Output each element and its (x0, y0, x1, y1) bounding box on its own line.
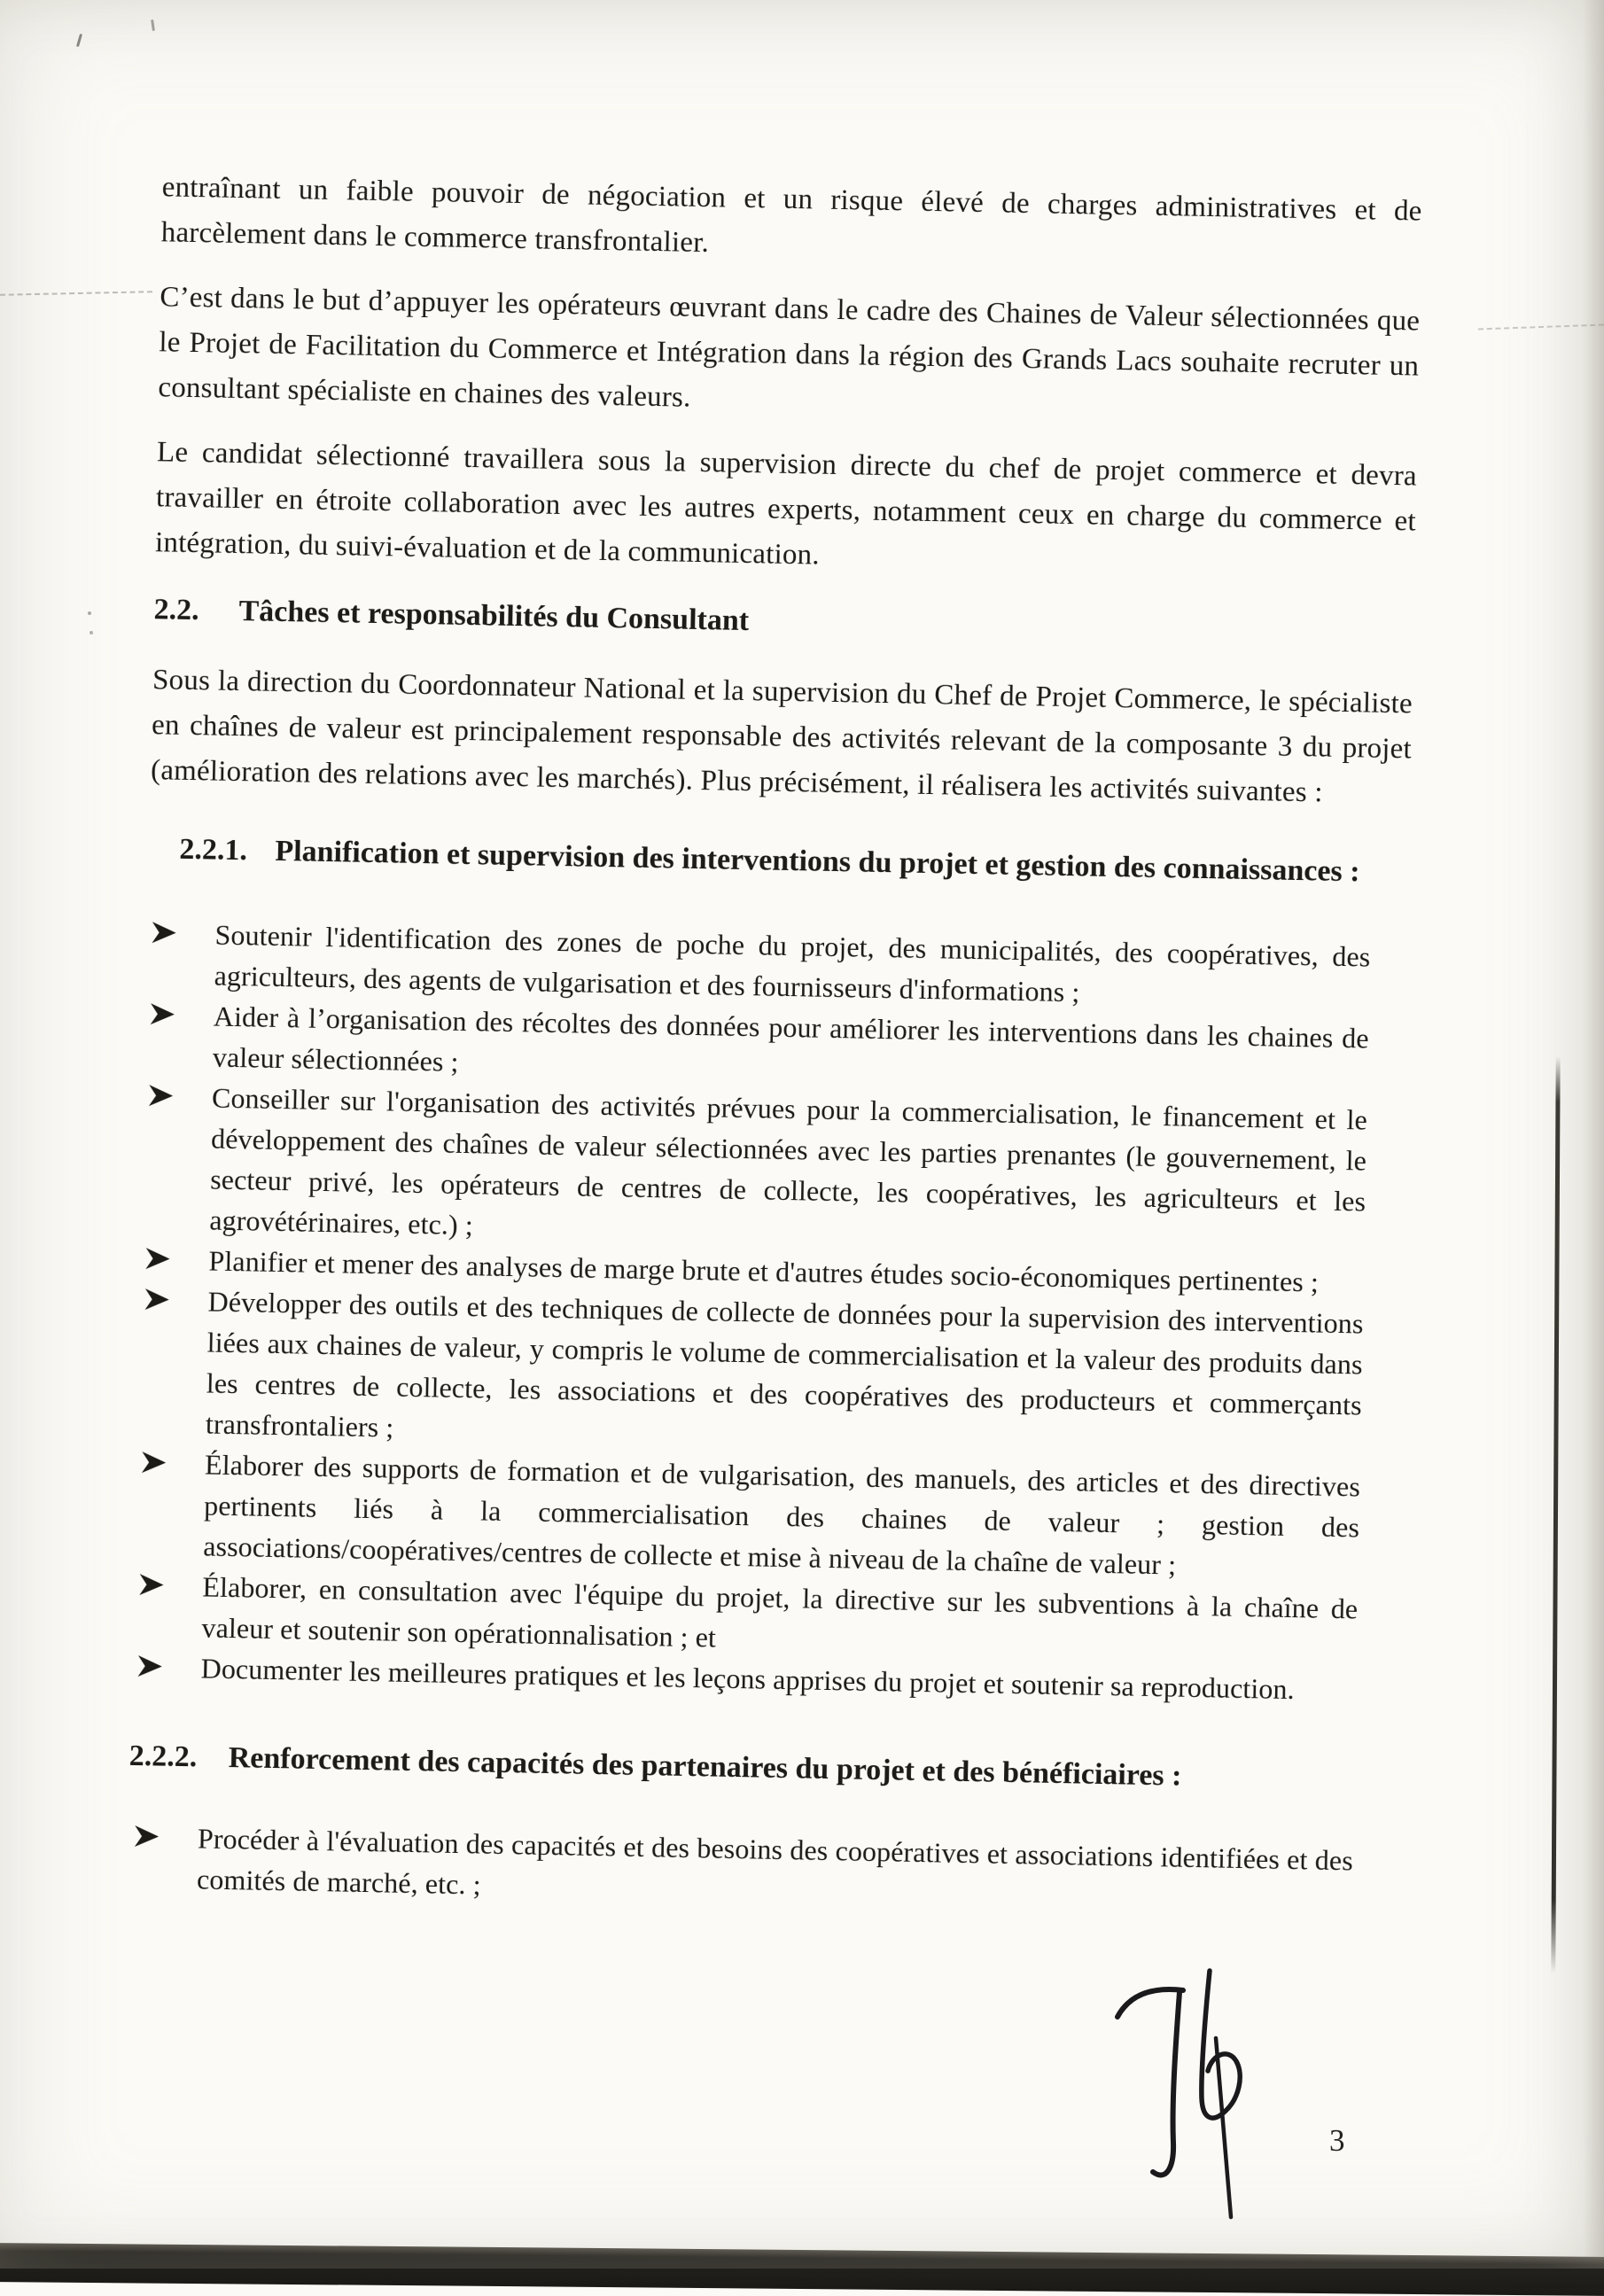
list-item (145, 1076, 1367, 1262)
list-item-text: Documenter les meilleures pratiques et les leçons apprises du projet et soutenir sa reproduction. (200, 1652, 1296, 1706)
pen-speck (76, 34, 82, 47)
paragraph-intro: entraînant un faible pouvoir de négociation et un risque élevé de charges administratives et de harcèlement dans le commerce transfrontalier. (160, 171, 1422, 260)
arrowhead-bullet-icon (150, 913, 215, 995)
list-item-text: Procéder à l'évaluation des capacités et des besoins des coopératives et associations identifiées et des comités de marché, etc. ; (196, 1822, 1354, 1901)
arrowhead-bullet-icon (144, 1239, 209, 1280)
section-title: Planification et supervision des interventions du projet et gestion des connaissances : (275, 834, 1360, 889)
scan-fold-line (1551, 1056, 1560, 1973)
arrowhead-bullet-icon (136, 1646, 201, 1688)
arrowhead-bullet-icon (142, 1280, 209, 1444)
section-number: 2.2.1. (179, 832, 248, 868)
list-item-text: Soutenir l'identification des zones de poche du projet, des municipalités, des coopératives, des agriculteurs, des agents de vulgarisation et des fournisseurs d'informations ; (214, 918, 1371, 1008)
task-list-planning (136, 913, 1371, 1710)
paragraph-context: C’est dans le but d’appuyer les opérateurs œuvrant dans le cadre des Chaines de Valeur sélectionnées que le Projet de Facilitation du Commerce et Intégration dans la région des Grands Lacs souhaite recruter un consultant spécialiste en chaines des valeurs. (158, 281, 1421, 414)
list-item (142, 1280, 1364, 1466)
scanner-edge-bar (0, 2243, 1604, 2296)
page-edge-shadow (1583, 0, 1604, 2269)
arrowhead-bullet-icon (139, 1443, 206, 1566)
section-heading-2-2-2 (128, 1732, 1392, 1805)
list-item (133, 1817, 1354, 1921)
page-number: 3 (1329, 2123, 1345, 2158)
pen-speck (151, 19, 155, 31)
list-item-text: Élaborer, en consultation avec l'équipe du projet, la directive sur les subventions à la chaîne de valeur et soutenir son opérationnalisation ; et (201, 1570, 1359, 1654)
section-title: Renforcement des capacités des partenaires du projet et des bénéficiaires : (228, 1741, 1182, 1793)
section-heading-2-2-1 (179, 824, 1383, 898)
list-item-text: Planifier et mener des analyses de marge brute et d'autres études socio-économiques pertinentes ; (208, 1244, 1320, 1298)
section-number: 2.2.2. (128, 1739, 198, 1774)
arrowhead-bullet-icon (133, 1817, 199, 1899)
pen-speck (88, 611, 91, 615)
list-item-text: Développer des outils et des techniques de collecte de données pour la supervision des interventions liées aux chaines de valeur, y compris le volume de commercialisation et la valeur des produits dans les centres de collecte, les associations et des coopératives des producteurs et commerçants transfrontaliers ; (205, 1285, 1364, 1444)
list-item-text: Aider à l’organisation des récoltes des données pour améliorer les interventions dans les chaines de valeur sélectionnées ; (212, 1000, 1369, 1078)
list-item-text: Élaborer des supports de formation et de vulgarisation, des manuels, des articles et des directives pertinents liés à la commercialisation des chaines de valeur ; gestion des associations/coopératives/centres de collecte et mise à niveau de la chaîne de valeur ; (203, 1448, 1361, 1581)
paragraph-direction: Sous la direction du Coordonnateur National et la supervision du Chef de Projet Commerce, le spécialiste en chaînes de valeur est principalement responsable des activités relevant de la composante 3 du projet (amélioration des relations avec les marchés). Plus précisément, il réalisera les activités suivantes : (150, 664, 1413, 809)
task-list-capacity (133, 1817, 1354, 1921)
arrowhead-bullet-icon (137, 1565, 203, 1647)
section-heading-2-2 (153, 585, 1414, 658)
handwritten-signature (1103, 1958, 1285, 2229)
pen-speck (90, 631, 93, 634)
document-body (78, 164, 1422, 1922)
section-number: 2.2. (153, 593, 199, 627)
arrowhead-bullet-icon (149, 994, 214, 1077)
paragraph-candidate: Le candidat sélectionné travaillera sous la supervision directe du chef de projet commerce et devra travailler en étroite collaboration avec les autres experts, notamment ceux en charge du commerce et intégration, du suivi-évaluation et de la communication. (154, 436, 1418, 572)
list-item (139, 1443, 1360, 1588)
arrowhead-bullet-icon (145, 1076, 213, 1240)
section-title: Tâches et responsabilités du Consultant (238, 595, 750, 638)
list-item-text: Conseiller sur l'organisation des activités prévues pour la commercialisation, le financement et le développement des chaînes de valeur sélectionnées avec les parties prenantes (le gouvernement, le secteur privé, les opérateurs de centres de collecte, les coopératives, les agriculteurs et les agrovétérinaires, etc.) ; (209, 1081, 1368, 1241)
